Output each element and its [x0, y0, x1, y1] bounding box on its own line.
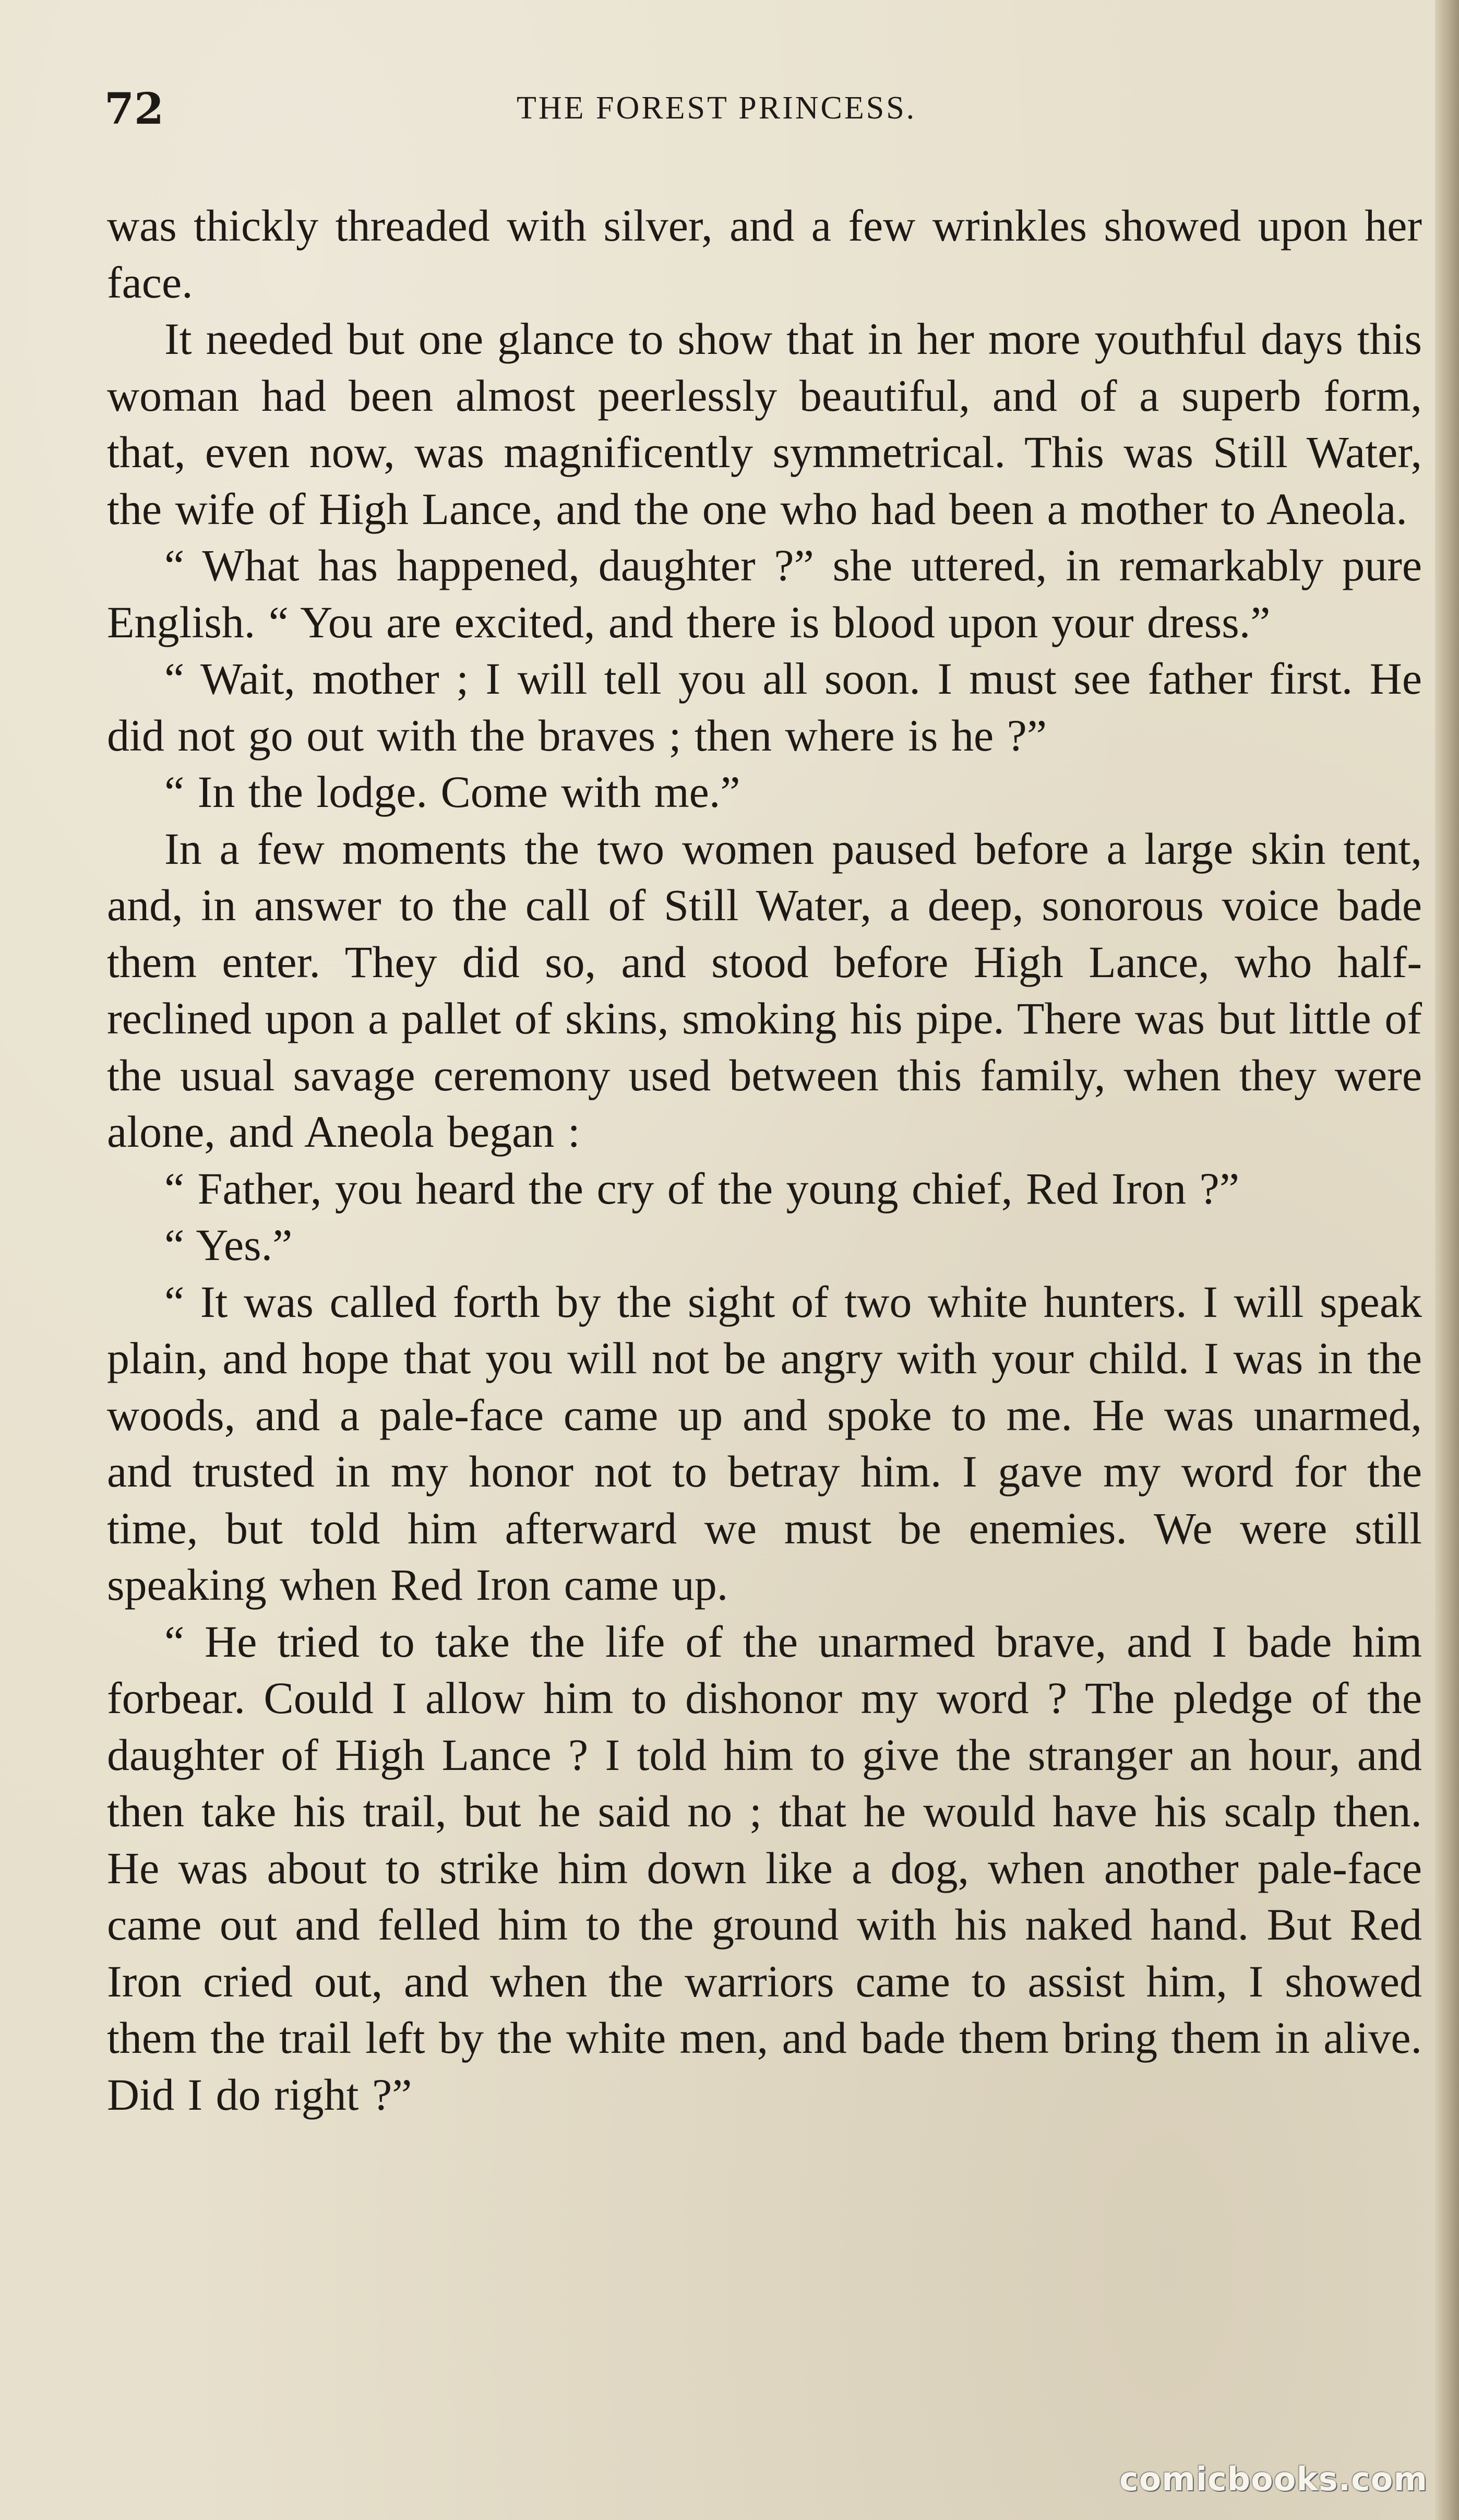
paragraph: In a few moments the two women paused before a large skin tent, and, in answer to the call of Still Water, a deep, sonorous voice bade them enter. They did so, and stood before High Lance, who half-reclined upon a pallet of skins, smoking his pipe. There was but little of the usual savage ceremony used between this family, when they were alone, and Aneola began : [107, 823, 1422, 1157]
paragraph-continuation: was thickly threaded with silver, and a few wrinkles showed upon her face. [107, 200, 1422, 307]
page-number: 72 [104, 84, 164, 134]
page-edge [1435, 0, 1459, 2520]
paragraph: “ It was called forth by the sight of two white hunters. I will speak plain, and hope that you will not be angry with your child. I was in the woods, and a pale-face came up and spoke to me. He was unarmed, and trusted in my honor not to betray him. I gave my word for the time, but told him afterward we must be enemies. We were still speaking when Red Iron came up. [107, 1276, 1422, 1610]
body-text [107, 197, 1422, 2123]
paragraph: “ Father, you heard the cry of the young chief, Red Iron ?” [164, 1163, 1240, 1214]
paragraph: “ Wait, mother ; I will tell you all soon. I must see father first. He did not go out with the braves ; then where is he ?” [107, 653, 1422, 760]
paragraph: “ What has happened, daughter ?” she uttered, in remarkably pure English. “ You are excited, and there is blood upon your dress.” [107, 540, 1422, 647]
running-title: THE FOREST PRINCESS. [517, 90, 917, 126]
paragraph: “ In the lodge. Come with me.” [164, 767, 740, 817]
paragraph: It needed but one glance to show that in her more youthful days this woman had been almost peerlessly beautiful, and of a superb form, that, even now, was magnificently symmetrical. This was Still Water, the wife of High Lance, and the one who had been a mother to Aneola. [107, 314, 1422, 534]
paragraph: “ He tried to take the life of the unarmed brave, and I bade him forbear. Could I allow him to dishonor my word ? The pledge of the daughter of High Lance ? I told him to give the stranger an hour, and then take his trail, but he said no ; that he would have his scalp then. He was about to strike him down like a dog, when another pale-face came out and felled him to the ground with his naked hand. But Red Iron cried out, and when the warriors came to assist him, I showed them the trail left by the white men, and bade them bring them in alive. Did I do right ?” [107, 1616, 1422, 2120]
page-header [104, 78, 1409, 136]
watermark: comicbooks.com [1119, 2460, 1428, 2498]
paragraph: “ Yes.” [164, 1220, 293, 1270]
